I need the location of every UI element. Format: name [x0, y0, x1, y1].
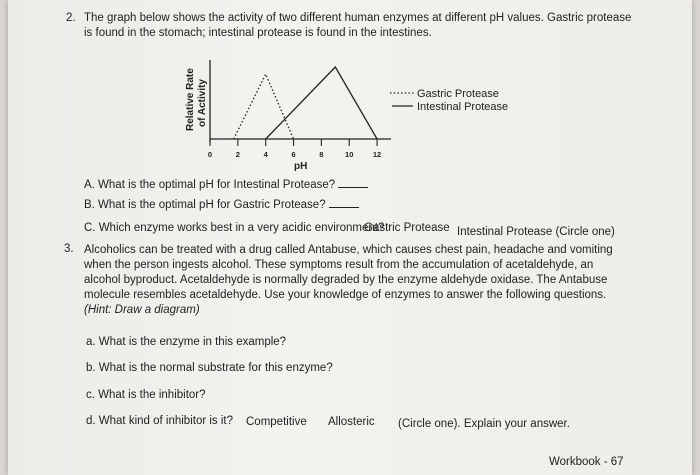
q3d-option-allosteric[interactable]: Allosteric: [328, 416, 375, 428]
q3-text-line1: Alcoholics can be treated with a drug called Antabuse, which causes chest pain, headache and vomiting: [84, 244, 613, 256]
q2-number: 2.: [66, 12, 76, 24]
q3-hint: (Hint: Draw a diagram): [84, 304, 200, 316]
y-axis-label-line2: of Activity: [197, 79, 208, 127]
worksheet-page: [8, 0, 692, 475]
q3d-option-competitive[interactable]: Competitive: [246, 416, 307, 428]
intestinal-protease-line: [266, 67, 377, 139]
x-tick-label-1: 2: [235, 150, 240, 159]
q2c-option-gastric[interactable]: Gastric Protease: [364, 222, 450, 234]
q2-text-line2: is found in the stomach; intestinal protease is found in the intestines.: [84, 27, 432, 39]
q3-text-line3: alcohol byproduct. Acetaldehyde is normally degraded by the enzyme aldehyde oxidase. The Antabuse: [84, 274, 608, 286]
chart-series: [234, 67, 377, 139]
gastric-protease-line: [234, 74, 294, 139]
q2c-option-intestinal[interactable]: Intestinal Protease (Circle one): [457, 226, 615, 238]
q2c-question: C. Which enzyme works best in a very acidic environment?: [84, 222, 385, 234]
q2a-answer-blank[interactable]: [338, 177, 368, 188]
q3-number: 3.: [64, 243, 74, 255]
q3-text-line2: when the person ingests alcohol. These symptoms result from the accumulation of acetaldehyde, an: [84, 259, 594, 271]
legend-intestinal-label: Intestinal Protease: [417, 101, 509, 113]
q2a-text: A. What is the optimal pH for Intestinal Protease?: [84, 179, 336, 191]
q3b-question: b. What is the normal substrate for this enzyme?: [86, 362, 333, 374]
x-tick-label-2: 4: [263, 150, 268, 159]
q3d-question: d. What kind of inhibitor is it?: [86, 415, 234, 427]
q2a-question: [84, 177, 368, 193]
x-tick-label-3: 6: [291, 150, 296, 159]
x-tick-label-4: 8: [319, 150, 324, 159]
y-axis-label-line1: Relative Rate: [185, 68, 196, 131]
q3d-instruction: (Circle one). Explain your answer.: [398, 418, 570, 430]
x-axis-ticks: [208, 139, 381, 159]
enzyme-activity-chart: [8, 0, 692, 190]
q3-text-line4: molecule resembles acetaldehyde. Use your knowledge of enzymes to answer the following questions.: [84, 289, 607, 301]
x-axis-label: pH: [294, 161, 308, 172]
q2-text-line1: The graph below shows the activity of two different human enzymes at different pH values. Gastric protease: [84, 12, 632, 24]
x-tick-label-0: 0: [207, 150, 213, 159]
q3a-question: a. What is the enzyme in this example?: [86, 336, 287, 348]
q3c-question: c. What is the inhibitor?: [86, 389, 206, 401]
q2b-question: [84, 197, 359, 213]
q2b-answer-blank[interactable]: [329, 197, 359, 208]
legend-gastric-label: Gastric Protease: [417, 88, 499, 100]
q2b-text: B. What is the optimal pH for Gastric Protease?: [84, 199, 326, 211]
x-tick-label-6: 12: [372, 150, 382, 159]
x-tick-label-5: 10: [345, 150, 354, 159]
page-footer: Workbook - 67: [549, 456, 624, 468]
